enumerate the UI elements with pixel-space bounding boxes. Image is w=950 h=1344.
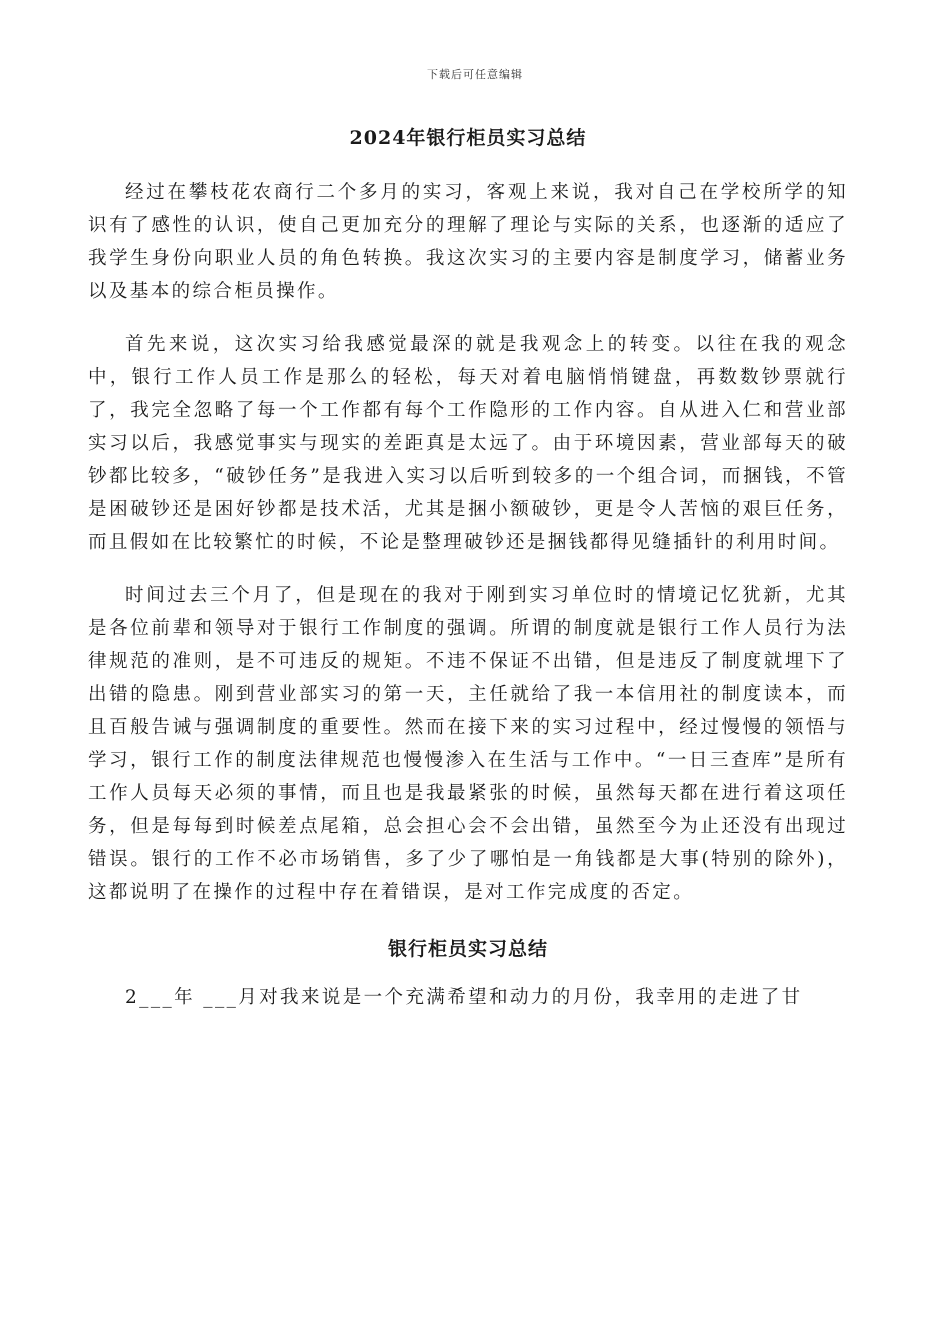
document-body [88, 118, 848, 1014]
paragraph-3: 时间过去三个月了，但是现在的我对于刚到实习单位时的情境记忆犹新，尤其是各位前辈和领导对于银行工作制度的强调。所谓的制度就是银行工作人员行为法律规范的准则，是不可违反的规矩。不违不保证不出错，但是违反了制度就埋下了出错的隐患。刚到营业部实习的第一天，主任就给了我一本信用社的制度读本，而且百般告诫与强调制度的重要性。然而在接下来的实习过程中，经过慢慢的领悟与学习，银行工作的制度法律规范也慢慢渗入在生活与工作中。“一日三查库”是所有工作人员每天必须的事情，而且也是我最紧张的时候，虽然每天都在进行着这项任务，但是每每到时候差点尾箱，总会担心会不会出错，虽然至今为止还没有出现过错误。银行的工作不必市场销售，多了少了哪怕是一角钱都是大事(特别的除外)，这都说明了在操作的过程中存在着错误，是对工作完成度的否定。 [88, 585, 848, 903]
section-subtitle: 银行柜员实习总结 [387, 938, 548, 960]
paragraph-2: 首先来说，这次实习给我感觉最深的就是我观念上的转变。以往在我的观念中，银行工作人员工作是那么的轻松，每天对着电脑悄悄键盘，再数数钞票就行了，我完全忽略了每一个工作都有每个工作隐形的工作内容。自从进入仁和营业部实习以后，我感觉事实与现实的差距真是太远了。由于环境因素，营业部每天的破钞都比较多，“破钞任务”是我进入实习以后听到较多的一个组合词，而捆钱，不管是困破钞还是困好钞都是技术活，尤其是捆小额破钞，更是令人苦恼的艰巨任务，而且假如在比较繁忙的时候，不论是整理破钞还是捆钱都得见缝插针的利用时间。 [88, 334, 848, 553]
paragraph-1: 经过在攀枝花农商行二个多月的实习，客观上来说，我对自己在学校所学的知识有了感性的认识，使自己更加充分的理解了理论与实际的关系，也逐渐的适应了我学生身份向职业人员的角色转换。我这次实习的主要内容是制度学习，储蓄业务以及基本的综合柜员操作。 [88, 182, 848, 302]
header-note: 下载后可任意编辑 [427, 68, 523, 81]
paragraph-4: 2___年 ___月对我来说是一个充满希望和动力的月份，我幸用的走进了甘 [125, 987, 803, 1008]
document-title: 2024年银行柜员实习总结 [349, 127, 587, 149]
